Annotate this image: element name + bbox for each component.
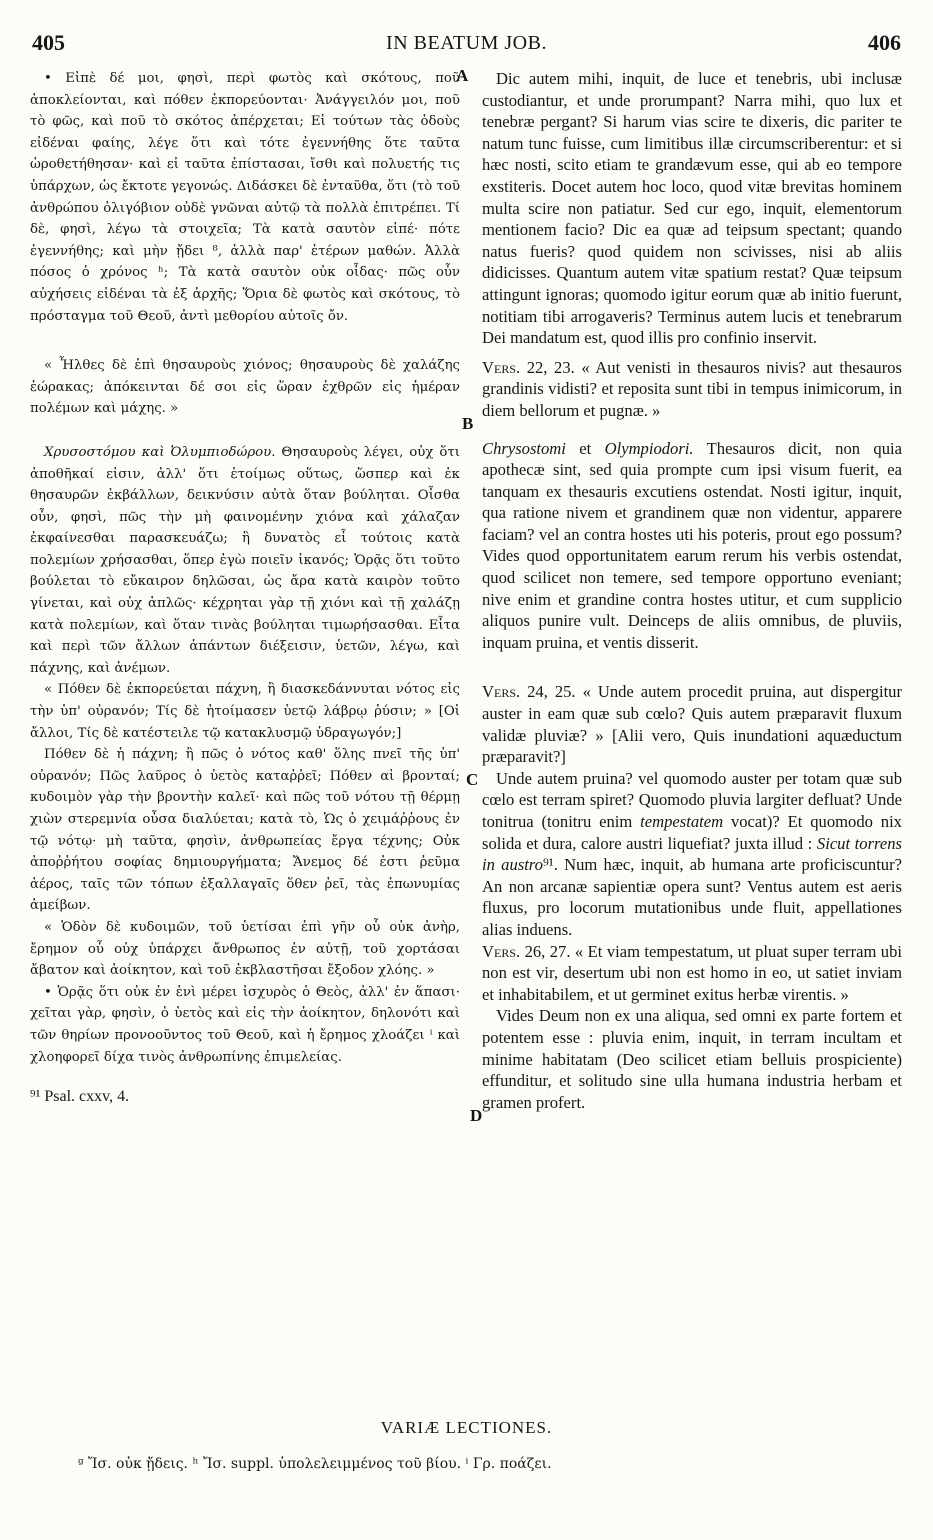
latin-paragraph-6 <box>482 941 902 1006</box>
latin-paragraph-5-b: vocat)? Et quomodo nix solida et dura, calore austri liquefiat? juxta illud : <box>482 812 902 853</box>
latin-column <box>482 68 902 1113</box>
greek-paragraph-5: Πόθεν δὲ ἡ πάχνη; ἢ πῶς ὁ νότος καθ' ὅλης πνεῖ τῆς ὑπ' οὐρανόν; Πῶς λαῦρος ὁ ὑετὸς καταῤῥεῖ; Πόθεν αἱ βρονταί; κυδοιμὸν γὰρ τὴν βροντὴν καλεῖ· καὶ πῶς τοῦ νότου τῇ θέρμῃ χιὼν στερεμνία οὖσα διαλύεται; κατὰ τὸ, Ὡς ὁ χειμάῤῥους ἐν τῷ νότῳ· μὴ ταῦτα, φησὶν, ἀνθρωπείας ἔργα τέχνης; Οὐκ ἀποῤῥήτου σοφίας δημιουργήματα; Ἄνεμος δέ ἐστι ῥεῦμα ἀέρος, ταῖς τῶν τόπων ἐξαλλαγαῖς ὅθεν ῥεῖ, τὰς ἐπωνυμίας ἀμείβων. <box>30 747 460 914</box>
margin-marker-a: A <box>456 66 469 85</box>
greek-paragraph-6: « Ὁδὸν δὲ κυδοιμῶν, τοῦ ὑετίσαι ἐπὶ γῆν οὗ οὐκ ἀνὴρ, ἔρημον οὗ οὐχ ὑπάρχει ἄνθρωπος ἐν αὐτῇ, τοῦ χορτάσαι ἄβατον καὶ ἀοίκητον, καὶ τοῦ ἐκβλαστῆσαι ἔξοδον χλόης. » <box>30 919 460 979</box>
verse-ref-22: Vers. 22, 23. <box>482 357 575 377</box>
verse-ref-26: Vers. 26, 27. <box>482 941 571 961</box>
running-title: IN BEATUM JOB. <box>386 32 547 54</box>
greek-paragraph-2: « Ἦλθες δὲ ἐπὶ θησαυροὺς χιόνος; θησαυροὺς δὲ χαλάζης ἑώρακας; ἀπόκεινται δέ σοι εἰς ὥραν ἐχθρῶν εἰς ἡμέραν πολέμων καὶ μάχης. » <box>30 358 460 417</box>
greek-column <box>30 68 460 1108</box>
verse-ref-24: Vers. 24, 25. <box>482 682 576 702</box>
right-page-number: 406 <box>868 30 901 55</box>
margin-marker-c: C <box>466 770 479 789</box>
greek-paragraph-3-text: Θησαυροὺς λέγει, οὐχ ὅτι ἀποθῆκαί εἰσιν, ἀλλ' ὅτι ἑτοίμως οὕτως, ὥσπερ καὶ ἐκ θησαυρῶν ἐκβάλλων, δεικνύσιν αὐτὰ ὅταν βούληται. Οἶσθα οὖν, φησὶ, πῶς τὴν μὴ φαινομένην χιόνα καὶ χάλαζαν ἐκφαίνεσθαι παρασκευάζω; ἢ δυνατὸς εἶ τούτοις κατὰ πολεμίων χρήσασθαι, ὅπερ ἐγὼ ποιεῖν ἱκανός; Ὁρᾷς ὅτι τοῦτο βούλεται τὸ εὔκαιρον δηλῶσαι, ὡς ἄρα κατὰ καιρὸν τοῦτο γίνεται, καὶ οὐχ ἁπλῶς· κέχρηται γὰρ τῇ χιόνι καὶ τῇ χαλάζῃ κατὰ πολεμίων, καὶ ὅταν τινὰς βούληται τιμωρήσασθαι. Εἶτα καὶ περὶ τῶν ἄλλων ἁπάντων διέξεισιν, ὑετῶν, λέγω, καὶ πάχνης, καὶ ἀνέμων. <box>30 444 460 676</box>
greek-paragraph-3 <box>30 442 460 680</box>
latin-paragraph-5 <box>482 768 902 941</box>
latin-paragraph-2 <box>482 357 902 422</box>
latin-paragraph-7: Vides Deum non ex una aliqua, sed omni ex parte fortem et potentem esse : pluvia enim, inquit, in terram incultam et minime habitatam (Deo scilicet etiam belluis prospiciente) effunditur, et solitudo sine ulla humana industria herbam et gramen profert. <box>482 1006 902 1112</box>
left-page-number: 405 <box>32 30 65 55</box>
latin-paragraph-3-text: Thesauros dicit, non quia apothecæ sint, sed quia prompte cum ipsi visum fuerit, ea tanquam ex thesauris excutiens ostendat. Nosti igitur, inquit, qua ratione nivem et grandinem quæ non videntur, apparere faciam? vel an contra hostes uti his poteris, prout ego possum? Vides quod opportunitatem earum rerum his verbis ostendat, quod scilicet non temere, sed tempore opportuno eveniant; nive enim et grandine contra hostes utitur, et cum supplicio aliquos punire vult. Deinceps de aliis omnibus, de pluviis, inquam pruina, et ventis disserit. <box>482 438 902 652</box>
latin-italic-quote: Sicut torrens in austro <box>482 833 903 875</box>
greek-paragraph-7: • Ὁρᾷς ὅτι οὐκ ἐν ἑνὶ μέρει ἰσχυρὸς ὁ Θεὸς, ἀλλ' ἐν ἅπασι· χεῖται γὰρ, φησὶν, ὁ ὑετὸς καὶ εἰς τὴν ἀοίκητον, δηλονότι καὶ τῶν θηρίων προνοοῦντος τοῦ Θεοῦ, καὶ ἡ ἔρημος χλοάζει ⁱ καὶ χλοηφορεῖ δίχα τινὸς ἀνθρωπίνης ἐπιμελείας. <box>30 984 460 1065</box>
latin-author-and: et <box>579 438 592 458</box>
latin-paragraph-4-text: « Unde autem procedit pruina, aut dispergitur auster in eam quæ sub cœlo? Quis autem præparavit fluxum validæ pluviæ? » [Alii vero, Quis inundationi aquæductum præparavit?] <box>482 682 903 767</box>
variae-lectiones-line: ᵍ Ἴσ. οὐκ ᾔδεις. ʰ Ἴσ. suppl. ὑπολελειμμένος τοῦ βίου. ⁱ Γρ. ποάζει. <box>78 1456 552 1472</box>
latin-paragraph-4 <box>482 681 902 767</box>
latin-paragraph-5-c: ⁹¹. Num hæc, inquit, ab humana arte proficiscuntur? An non arcanæ sapientiæ opera sunt? Ventus autem est aeris fluxus, pro locorum mutationibus unde fluit, appellationes alias induens. <box>482 855 902 939</box>
margin-marker-d: D <box>470 1106 483 1125</box>
latin-paragraph-6-text: « Et viam tempestatum, ut pluat super terram ubi non est vir, desertum ubi non est homo in eo, ut satiet inviam et inhabitabilem, et ut germinet exitus herbæ virentis. » <box>482 941 903 1004</box>
latin-author-1: Chrysostomi <box>482 438 566 458</box>
variae-lectiones-title: VARIÆ LECTIONES. <box>380 1418 553 1437</box>
greek-paragraph-1: • Εἰπὲ δέ μοι, φησὶ, περὶ φωτὸς καὶ σκότους, ποῦ ἀποκλείονται, καὶ πόθεν ἐκπορεύονται· Ἀνάγγειλόν μοι, ποῦ τὸ φῶς, καὶ ποῦ τὸ σκότος ἀπέρχεται; Εἰ τούτων τὰς ὁδοὺς εἰδέναι φαίης, λέγε ὅτι καὶ τότε ἐγεννήθης ὅτε ταῦτα ὡροθετήθησαν· καὶ εἰ ταῦτα ἐπίστασαι, ἴσθι καὶ πολυετής τις ὑπάρχων, ὡς ἔκτοτε γεγονώς. Διδάσκει δὲ ἐνταῦθα, ὅτι (τὸ τοῦ ἀνθρώπου ὀλιγόβιον οὐδὲ γνῶναι αὐτῷ τὰ πολλὰ ἐπιτρέπει. Τί δὲ, φησὶ, λέγω τὰ στοιχεῖα; Τὰ κατὰ σαυτὸν εἰπέ· πότε ἐγεννήθης; καὶ μὴν ᾔδει ⁸, ἀλλὰ παρ' ἑτέρων μαθών. Ἀλλὰ πόσος ὁ χρόνος ʰ; Τὰ κατὰ σαυτὸν οὐκ οἶδας· πῶς οὖν αὐχήσεις εἰδέναι τὰ ἐξ ἀρχῆς; Ὅρια δὲ φωτὸς καὶ σκότους, τὸ πρόσταγμα τοῦ Θεοῦ, ἀντὶ μεθορίου αὐτοῖς ὄν. <box>30 71 460 324</box>
margin-marker-b: B <box>462 414 474 433</box>
page-header <box>24 30 909 60</box>
latin-author-2: Olympiodori. <box>604 438 694 458</box>
footnote: ⁹¹ Psal. cxxv, 4. <box>30 1088 130 1106</box>
greek-author-label: Χρυσοστόμου καὶ Ὀλυμπιοδώρου. <box>44 444 276 460</box>
latin-paragraph-5-a: Unde autem pruina? vel quomodo auster per totam quæ sub cœlo est terram spiret? Quomodo pluvia largiter defluat? Unde tonitrua (tonitru enim <box>482 768 902 831</box>
latin-paragraph-1: Dic autem mihi, inquit, de luce et tenebris, ubi inclusæ custodiantur, et unde prorumpant? Narra mihi, quo lux et tenebræ pergant? Si harum vias scire te dixeris, dic pariter te natum tunc fuisse, cum limitibus illæ circumscriberentur: et si hæc nosti, scito etiam te grandævum esse, qui ab eo tempore exstiteris. Docet autem hoc loco, quod vitæ brevitas hominem multa scire non patiatur. Sed cur ego, inquit, elementorum mentionem facio? Dic ea quæ ad teipsum spectant; quando natus fueris? quod quidem non scivisses, nisi ab aliis didicisses. Quantum autem vitæ spatium restat? Quæ teipsum attingunt ignoras; quomodo igitur eorum quæ ab initio fuerunt, notitiam tibi arrogaveris? Terminus autem lucis et tenebrarum Dei mandatum est, quod illis pro confinio inservit. <box>482 69 902 348</box>
latin-paragraph-2-text: « Aut venisti in thesauros nivis? aut thesauros grandinis vidisti? et reposita sunt tibi in tempus inimicorum, in diem bellorum et pugnæ. » <box>482 357 903 420</box>
latin-italic-tempestatem: tempestatem <box>640 812 724 831</box>
latin-paragraph-3 <box>482 438 902 654</box>
greek-paragraph-4: « Πόθεν δὲ ἐκπορεύεται πάχνη, ἢ διασκεδάννυται νότος εἰς τὴν ὑπ' οὐρανόν; Τίς δὲ ἡτοίμασεν ὑετῷ λάβρῳ ῥύσιν; » [Οἱ ἄλλοι, Τίς δὲ κατέστειλε τῷ κατακλυσμῷ ὑδραγωγόν;] <box>30 682 460 741</box>
